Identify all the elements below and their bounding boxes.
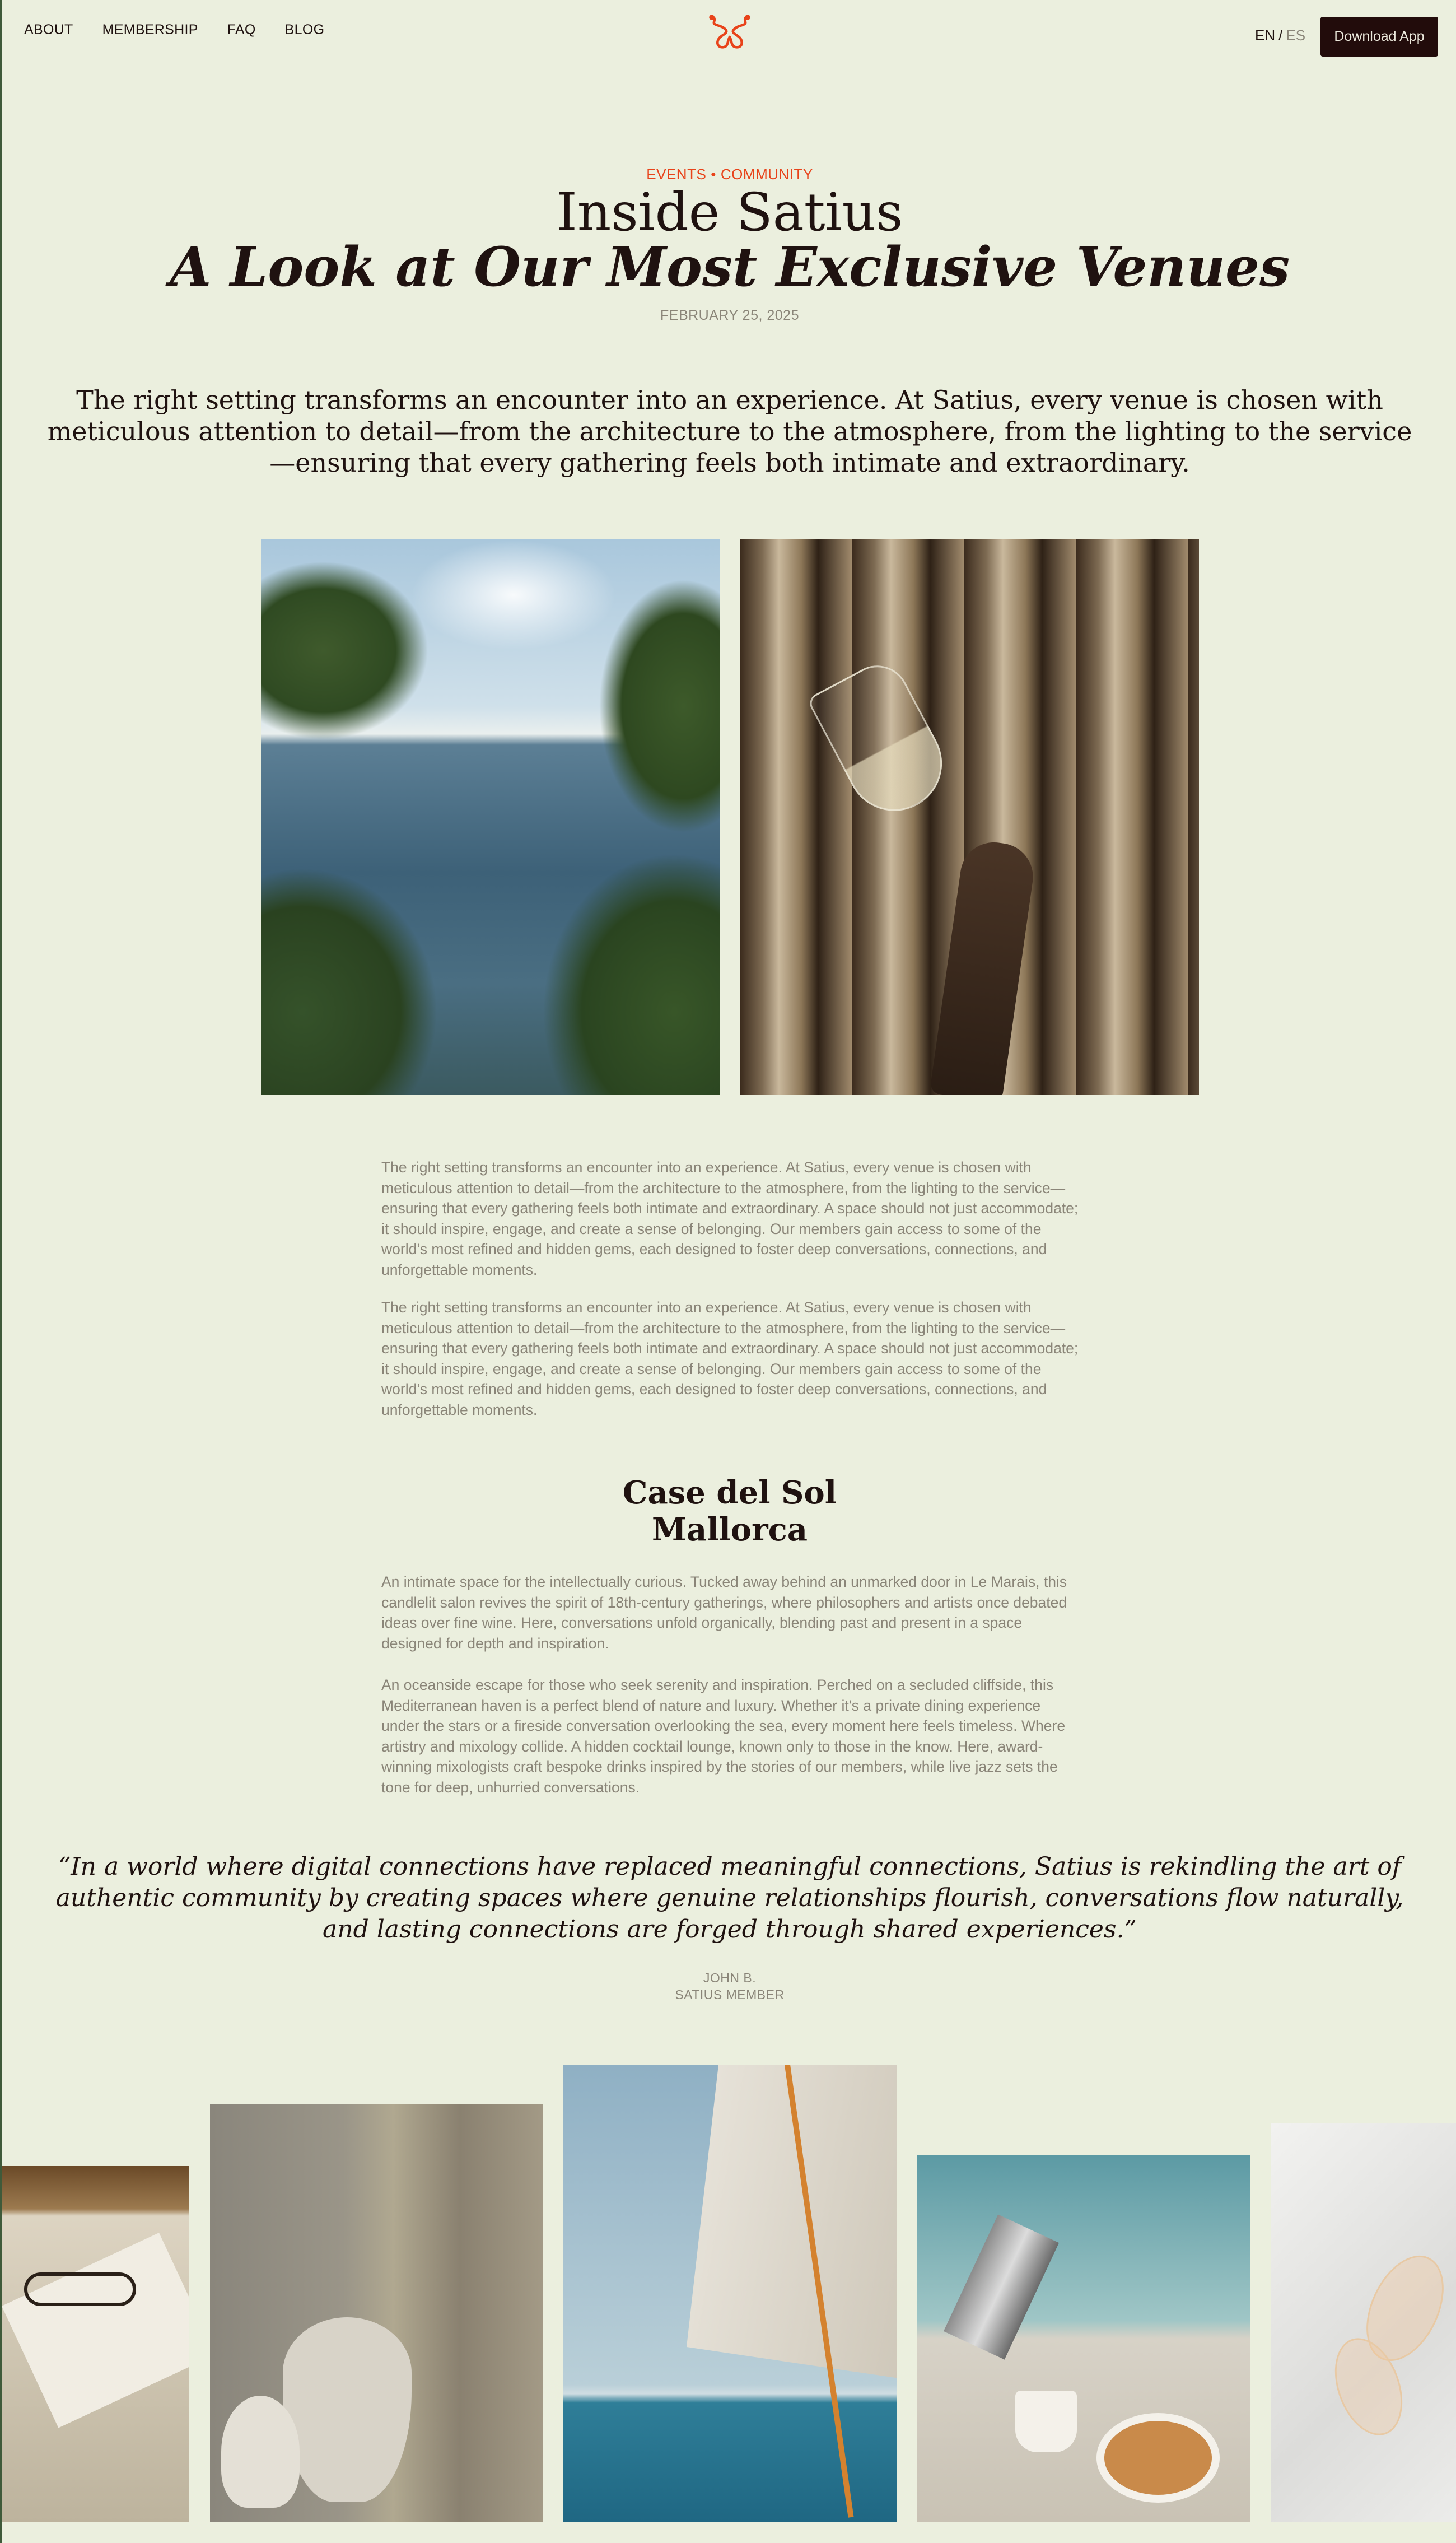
lead-paragraph: The right setting transforms an encounter into an experience. At Satius, every venue is chosen with meticulous attention to detail—from the architecture to the atmosphere, from the lighting to the service—ensuring that every gathering feels both intimate and extraordinary. xyxy=(47,385,1412,478)
hand xyxy=(930,838,1038,1095)
gallery-image-wineglasses xyxy=(1271,2123,1456,2522)
body-paragraph: The right setting transforms an encounter into an experience. At Satius, every venue is chosen with meticulous attention to detail—from the architecture to the atmosphere, from the lighting to the service—ensuring that every gathering feels both intimate and extraordinary. A space should not just accommodate; it should inspire, engage, and create a sense of belonging. Our members gain access to some of the world’s most refined and hidden gems, each designed to foster deep conversations, connections, and unforgettable moments. xyxy=(381,1299,1079,1418)
quote-author: JOHN B. xyxy=(703,1971,757,1985)
open-book xyxy=(2,2233,189,2428)
lang-en[interactable]: EN xyxy=(1255,27,1276,44)
venue-paragraph: An oceanside escape for those who seek serenity and inspiration. Perched on a secluded cliffside, this Mediterranean haven is a perfect blend of nature and luxury. Whether it's a private dining experience under the stars or a fireside conversation overlooking the sea, every moment here feels timeless. Where artistry and mixology collide. A hidden cocktail lounge, known only to those in the know. Here, award-winning mixologists craft bespoke drinks inspired by the stories of our members, while live jazz sets the tone for deep, unhurried conversations. xyxy=(381,1676,1066,1796)
category-tags xyxy=(2,166,1456,183)
nav-blog[interactable]: BLOG xyxy=(284,22,325,38)
moka-pot xyxy=(944,2214,1059,2359)
gallery-image-vases xyxy=(210,2104,543,2522)
page-subtitle: A Look at Our Most Exclusive Venues xyxy=(169,235,1290,299)
pine-tree-left xyxy=(261,539,468,1095)
tag-events[interactable]: EVENTS xyxy=(646,166,707,183)
tag-separator: • xyxy=(711,166,716,183)
lang-es[interactable]: ES xyxy=(1286,27,1306,44)
gallery-image-sailboat xyxy=(563,2065,897,2522)
nav-about[interactable]: ABOUT xyxy=(24,22,73,38)
venue-name: Case del Sol xyxy=(622,1474,837,1511)
vase-small xyxy=(221,2396,300,2508)
hero-image-wine xyxy=(740,539,1199,1095)
tag-community[interactable]: COMMUNITY xyxy=(720,166,813,183)
pastry-plate xyxy=(1096,2413,1220,2503)
main-nav xyxy=(24,21,353,38)
venue-heading xyxy=(2,1474,1456,1548)
lang-separator: / xyxy=(1278,27,1283,44)
satius-logo-icon[interactable] xyxy=(708,15,751,50)
wine-glass xyxy=(806,654,959,827)
hero-image-sea xyxy=(261,539,720,1095)
nav-membership[interactable]: MEMBERSHIP xyxy=(102,22,198,38)
body-paragraph: The right setting transforms an encounter into an experience. At Satius, every venue is chosen with meticulous attention to detail—from the architecture to the atmosphere, from the lighting to the service—ensuring that every gathering feels both intimate and extraordinary. A space should not just accommodate; it should inspire, engage, and create a sense of belonging. Our members gain access to some of the world’s most refined and hidden gems, each designed to foster deep conversations, connections, and unforgettable moments. xyxy=(381,1159,1079,1278)
gallery-image-book xyxy=(2,2166,189,2522)
venue-location: Mallorca xyxy=(651,1511,808,1548)
pine-tree-right xyxy=(536,539,720,1095)
venue-paragraph: An intimate space for the intellectually curious. Tucked away behind an unmarked door in Le Marais, this candlelit salon revives the spirit of 18th-century gatherings, where philosophers and artists once debated ideas over fine wine. Here, conversations unfold organically, blending past and present in a space designed for depth and inspiration. xyxy=(381,1573,1067,1652)
gallery-image-coffee xyxy=(917,2155,1250,2522)
vase-large xyxy=(283,2317,412,2502)
download-app-button[interactable]: Download App xyxy=(1320,17,1438,57)
page-title: Inside Satius xyxy=(556,182,903,243)
coffee-cup xyxy=(1015,2391,1077,2452)
member-quote: “In a world where digital connections have replaced meaningful connections, Satius is rekindling the art of authentic community by creating spaces where genuine relationships flourish, conversations flow naturally, and lasting connections are forged through shared experiences.” xyxy=(55,1852,1404,1944)
nav-faq[interactable]: FAQ xyxy=(227,22,256,38)
publish-date: FEBRUARY 25, 2025 xyxy=(660,308,799,323)
eyeglasses xyxy=(24,2272,136,2306)
language-switcher xyxy=(1255,27,1305,44)
quote-author-role: SATIUS MEMBER xyxy=(675,1987,785,2002)
